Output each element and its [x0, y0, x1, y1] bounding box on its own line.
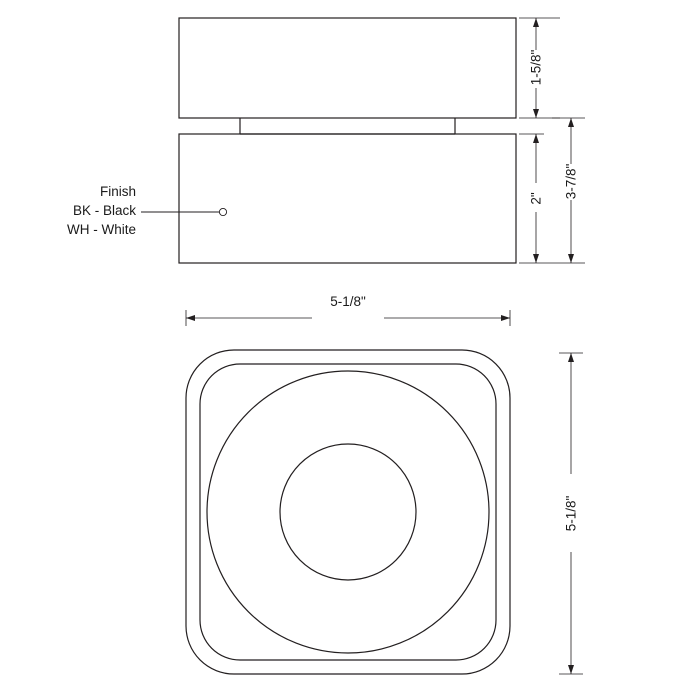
plan-lens-circle: [207, 371, 489, 653]
finish-callout-title: Finish: [99, 184, 136, 199]
canopy-rect: [179, 18, 516, 118]
plan-aperture-circle: [280, 444, 416, 580]
dimension-label-body-height: 2": [528, 192, 544, 205]
plan-outer-rect: [186, 350, 510, 674]
dimension-label-overall-height: 3-7/8": [563, 163, 579, 200]
finish-callout: [10, 182, 136, 239]
dimension-label-width: 5-1/8": [330, 294, 366, 309]
finish-option-wh: WH - White: [67, 222, 136, 237]
finish-option-bk: BK - Black: [72, 203, 136, 218]
plan-inner-rect: [200, 364, 496, 660]
dimension-label-canopy-height: 1-5/8": [528, 49, 544, 86]
body-rect: [179, 134, 516, 263]
dimension-label-depth: 5-1/8": [563, 495, 579, 532]
